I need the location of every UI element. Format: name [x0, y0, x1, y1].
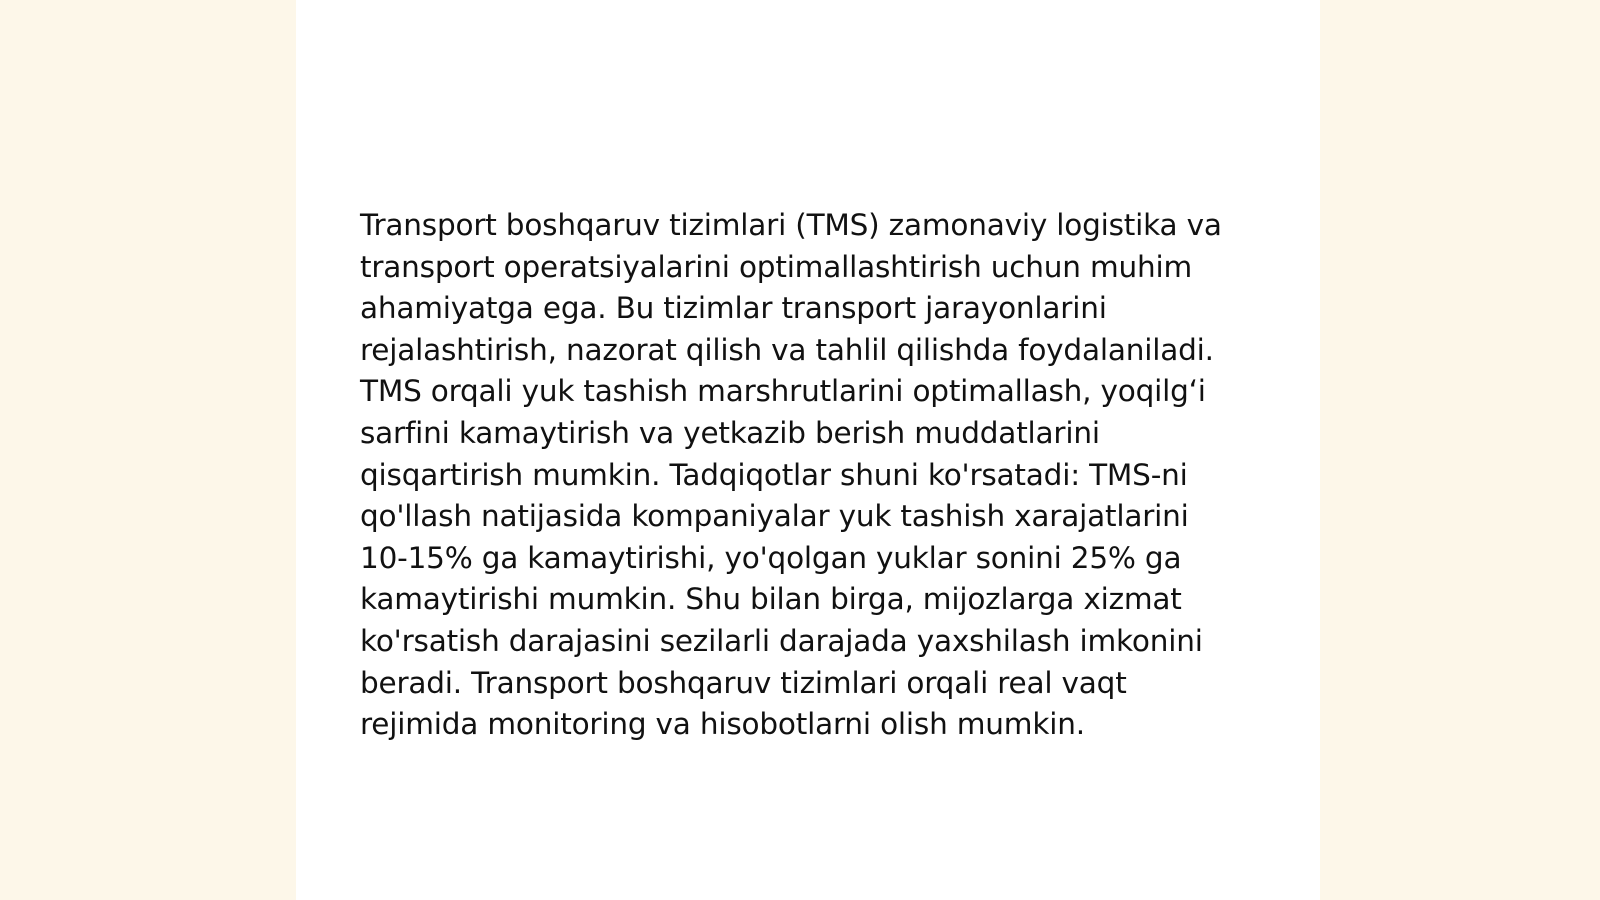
slide — [296, 0, 1320, 900]
slide-paragraph: Transport boshqaruv tizimlari (TMS) zamonaviy logistika va transport operatsiyalarini optimallashtirish uchun muhim ahamiyatga ega. Bu tizimlar transport jarayonlarini rejalashtirish, nazorat qilish va tahlil qilishda foydalaniladi. TMS orqali yuk tashish marshrutlarini optimallash, yoqilg‘i sarfini kamaytirish va yetkazib berish muddatlarini qisqartirish mumkin. Tadqiqotlar shuni ko'rsatadi: TMS-ni qo'llash natijasida kompaniyalar yuk tashish xarajatlarini 10-15% ga kamaytirishi, yo'qolgan yuklar sonini 25% ga kamaytirishi mumkin. Shu bilan birga, mijozlarga xizmat ko'rsatish darajasini sezilarli darajada yaxshilash imkonini beradi. Transport boshqaruv tizimlari orqali real vaqt rejimida monitoring va hisobotlarni olish mumkin. — [360, 208, 1222, 742]
